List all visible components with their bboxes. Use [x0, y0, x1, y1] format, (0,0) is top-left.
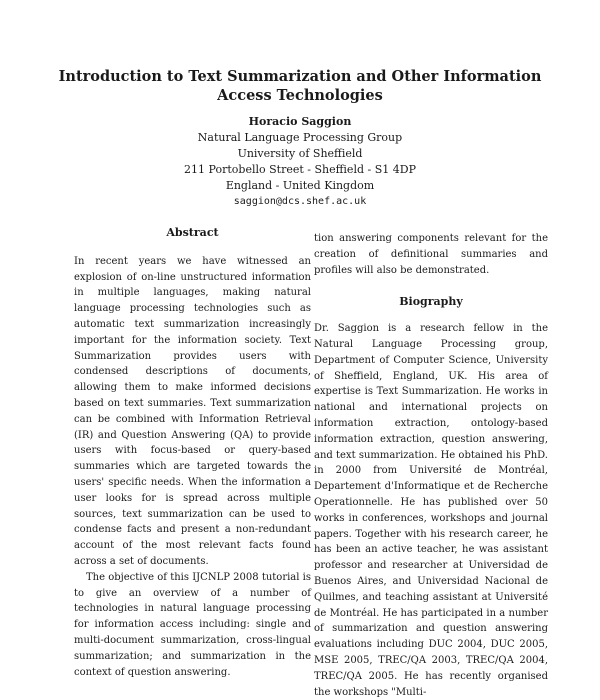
affiliation-country: England - United Kingdom [225, 179, 375, 192]
abstract-paragraph-2: The objective of this IJCNLP 2008 tutorial is to give an overview of a number of technologies in natural language processing for information access including: single and multi-document summarization, cross-lingual summarization; and summarization in the context of question answering. [74, 571, 311, 678]
abstract-paragraph-1: In recent years we have witnessed an explosion of on-line unstructured information in multiple languages, making natural language processing technologies such as automatic text summarization increasingly important for the information society. Text Summarization provides users with condensed descriptions of documents, allowing them to make informed decisions based on text summaries. Text summarization can be combined with Information Retrieval (IR) and Question Answering (QA) to provide users with focus-based or query-based summaries which are targeted towards the users' specific needs. When the information a user looks for is spread across multiple sources, text summarization can be used to condense facts and present a non-redundant account of the most relevant facts found across a set of documents. [74, 255, 311, 567]
affiliation-group: Natural Language Processing Group [197, 131, 403, 144]
paper-title [0, 67, 600, 105]
abstract-continuation: tion answering components relevant for the creation of definitional summaries and profiles will also be demonstrated. [314, 233, 548, 276]
title-line-1: Introduction to Text Summarization and Other Information [58, 68, 542, 85]
author-block [0, 114, 600, 210]
author-email[interactable]: saggion@dcs.shef.ac.uk [233, 196, 367, 207]
author-name: Horacio Saggion [248, 115, 352, 128]
affiliation-address: 211 Portobello Street - Sheffield - S1 4DP [184, 163, 416, 176]
title-line-2: Access Technologies [217, 87, 383, 104]
abstract-heading: Abstract [166, 226, 219, 239]
affiliation-university: University of Sheffield [237, 147, 363, 160]
biography-text: Dr. Saggion is a research fellow in the Natural Language Processing group, Department of Computer Science, University of Sheffield, England, UK. His area of expertise is Text Summarization. He works in national and international projects on information extraction, ontology-based information extraction, question answering, and text summarization. He obtained his PhD. in 2000 from Université de Montréal, Departement d'Informatique et de Recherche Operationnelle. He has published over 50 works in conferences, workshops and journal papers. Together with his research career, he has been an active teacher, he was assistant professor and researcher at Universidad de Buenos Aires, and Universidad Nacional de Quilmes, and teaching assistant at Université de Montréal. He has participated in a number of summarization and question answering evaluations including DUC 2004, DUC 2005, MSE 2005, TREC/QA 2003, TREC/QA 2004, TREC/QA 2005. He has recently organised the workshops "Multi- [314, 323, 548, 698]
right-column [314, 231, 548, 700]
left-column [74, 225, 311, 680]
biography-heading: Biography [399, 295, 463, 309]
